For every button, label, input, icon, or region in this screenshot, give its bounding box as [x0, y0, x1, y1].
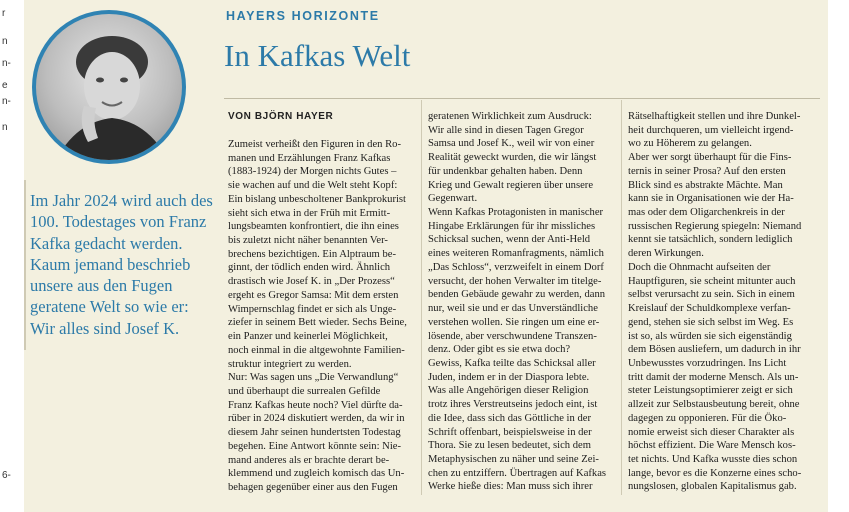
left-page-gutter — [0, 0, 24, 512]
article-line: Gegenwart. — [428, 193, 478, 205]
portrait-illustration — [36, 14, 182, 160]
gutter-fragment: n — [2, 36, 8, 47]
article-line: manen und Erzählungen Franz Kafkas — [228, 152, 391, 164]
article-line: denz. Oder gibt es sie etwa doch? — [428, 344, 571, 356]
article-column-1 — [228, 138, 414, 495]
article-line: Hingabe Erklärungen für ihr missliches — [428, 220, 596, 232]
article-line: kann sie in Organisationen wie der Ha- — [628, 193, 794, 205]
gutter-fragment: e — [2, 80, 8, 91]
headline-rule — [224, 98, 820, 99]
article-line: Doch die Ohnmacht aufseiten der — [628, 261, 771, 273]
article-line: mand anderes als er brachte derart be- — [228, 454, 390, 466]
article-line: Juden, indem er in der Diaspora lebte. — [428, 371, 590, 383]
article-line: bis zuletzt nicht näher benannten Ver- — [228, 235, 388, 247]
article-line: begehen. Eine Antwort könnte sein: Nie- — [228, 440, 401, 452]
article-line: heit durchqueren, um vielleicht irgend- — [628, 124, 794, 136]
gutter-fragment: 6- — [2, 470, 11, 481]
article-line: lange, bevor es die Konzerne eines scho- — [628, 467, 802, 479]
gutter-fragment: n- — [2, 58, 11, 69]
article-line: ist so, als würden sie sich eigenständig — [628, 330, 792, 342]
section-kicker: HAYERS HORIZONTE — [226, 9, 380, 23]
article-line: nur, weil sie und er das Unverständliche — [428, 303, 598, 315]
pull-quote: Im Jahr 2024 wird auch des 100. Todestages von Franz Kafka gedacht werden. Kaum jemand beschrieb unsere aus den Fugen geratene Welt so wie er: Wir alles sind Josef K. — [30, 191, 213, 338]
article-line: Metaphysischen zu näher und seine Zei- — [428, 453, 599, 465]
article-column-3 — [628, 110, 814, 494]
article-line: Was alle Angehörigen dieser Religion — [428, 385, 589, 397]
article-line: Realität geweckt wurden, die wir längst — [428, 152, 597, 164]
article-line: Nur: Was sagen uns „Die Verwandlung“ — [228, 372, 399, 384]
gutter-fragment: n- — [2, 96, 11, 107]
article-line: struktur integriert zu werden. — [228, 358, 352, 370]
article-line: Blick sind es abstrakte Mächte. Man — [628, 179, 783, 191]
article-line: Unbewusstes vorzudringen. Ins Licht — [628, 357, 787, 369]
article-line: höchst effizient. Die Ware Mensch kos- — [628, 440, 796, 452]
author-portrait — [32, 10, 186, 164]
article-line: sie wachen auf und die Welt steht Kopf: — [228, 180, 398, 192]
article-line: Kreislauf der Schuldkomplexe verfan- — [628, 303, 791, 315]
article-line: ternis in seiner Prosa? Auf den ersten — [628, 165, 786, 177]
article-line: tet nichts. Und Kafka wusste dies schon — [628, 453, 798, 465]
article-line: selbst verursacht zu sein. Sich in einem — [628, 289, 795, 301]
article-line: noch einmal in die altgewohnte Familien- — [228, 344, 405, 356]
column-rule — [621, 100, 622, 495]
article-line: ziefer in seinem Bett wieder. Sechs Beine, — [228, 317, 407, 329]
article-line: drastisch wie Josef K. in „Der Prozess“ — [228, 276, 395, 288]
article-line: rüber in 2024 diskutiert werden, da wir in — [228, 413, 405, 425]
article-line: ergeht es Gregor Samsa: Mit dem ersten — [228, 289, 399, 301]
article-line: Zumeist verheißt den Figuren in den Ro- — [228, 139, 401, 150]
article-line: verstehen wollen. Sie ringen um eine er- — [428, 316, 600, 328]
article-line: lungsbeamten konfrontiert, die ihn eines — [228, 221, 399, 233]
article-line: Thora. Sie zu lesen bedeutet, sich dem — [428, 440, 591, 452]
byline: VON BJÖRN HAYER — [228, 111, 334, 122]
article-line: ein Panzer und keinerlei Möglichkeit, — [228, 331, 388, 343]
article-line: Samsa und Josef K., weil wir von einer — [428, 138, 595, 150]
article-line: Aber wer sorgt überhaupt für die Fins- — [628, 152, 792, 164]
article-line: kennt sie tatsächlich, sondern lediglich — [628, 234, 793, 246]
gutter-fragment: n — [2, 122, 8, 133]
article-line: Wimpernschlag findet er sich als Unge- — [228, 303, 397, 315]
article-line: tritt damit der moderne Mensch. Als un- — [628, 371, 799, 383]
article-line: „Das Schloss“, verzweifelt in einem Dorf — [428, 261, 604, 273]
page-edge — [828, 0, 849, 512]
headline: In Kafkas Welt — [224, 38, 411, 73]
article-line: chen zu entziffern. Übertragen auf Kafkas — [428, 467, 607, 479]
column-rule — [421, 100, 422, 495]
article-line: Wenn Kafkas Protagonisten in manischer — [428, 207, 604, 219]
article-line: allzeit zur Selbstausbeutung bereit, ohne — [628, 399, 800, 411]
article-line: versucht, der hohen Verwalter im titelge- — [428, 275, 602, 287]
article-line: und überhaupt die surrealen Gefilde — [228, 385, 381, 397]
article-line: nomie erweist sich dieser Charakter als — [628, 426, 795, 438]
article-line: mas oder dem Oligarchenkreis in der — [628, 207, 785, 219]
article-line: steter Leistungsoptimierer zeigt er sich — [628, 385, 793, 397]
article-line: trotz ihres Verstreutseins jedoch eint, ist — [428, 399, 598, 411]
article-line: lösende, aber verschwundene Transzen- — [428, 330, 597, 342]
article-line: dagegen zu opponieren. Für die Öko- — [628, 412, 787, 424]
article-line: wo zu Höherem zu gelangen. — [628, 138, 752, 150]
article-line: eines weiteren Romanfragments, nämlich — [428, 248, 604, 260]
article-line: behagen gegenüber einer aus den Fugen — [228, 481, 398, 493]
article-line: benden Gebäude gewahr zu werden, dann — [428, 289, 606, 301]
article-line: Krieg und Gewalt regieren über unsere — [428, 179, 594, 191]
article-line: Ein bislang unbescholtener Bankprokurist — [228, 193, 406, 205]
article-line: diesem Jahr seinen hundertsten Todestag — [228, 427, 401, 439]
gutter-fragment: r — [2, 8, 6, 19]
article-line: Hauptfiguren, sie scheint mitunter auch — [628, 275, 796, 287]
article-line: für undenkbar gehalten haben. Denn — [428, 165, 583, 177]
article-line: Wir alle sind in diesen Tagen Gregor — [428, 124, 584, 136]
article-line: die Idee, dass sich das Göttliche in der — [428, 412, 591, 424]
pull-quote-rule — [24, 180, 26, 350]
article-line: russischen Regierung spiegeln: Niemand — [628, 220, 802, 232]
article-line: Franz Kafkas heute noch? Viel dürfte da- — [228, 399, 403, 411]
author-photo — [36, 14, 182, 160]
article-line: Werke hieße dies: Man muss sich ihrer — [428, 481, 593, 493]
article-column-2 — [428, 110, 614, 494]
article-line: deren Wirkungen. — [628, 248, 704, 260]
article-line: Schicksal suchen, wenn der Anti-Held — [428, 234, 591, 246]
article-line: ginnt, der tödlich enden wird. Ähnlich — [228, 262, 391, 274]
article-line: geratenen Wirklichkeit zum Ausdruck: — [428, 111, 592, 122]
article-line: Schrift offenbart, beispielsweise in der — [428, 426, 592, 438]
article-line: gend, stehen sie sich selbst im Weg. Es — [628, 316, 794, 328]
article-line: (1883-1924) der Morgen nichts Gutes – — [228, 166, 397, 178]
article-line: nungslosen, globalen Kapitalismus gab. — [628, 481, 797, 493]
article-line: brechens bezichtigen. Ein Alptraum be- — [228, 248, 396, 260]
article-line: sieht sich etwa in der Früh mit Ermitt- — [228, 207, 391, 219]
article-line: Rätselhaftigkeit stellen und ihre Dunkel- — [628, 111, 801, 122]
article-line: klemmend und zugleich komisch das Un- — [228, 468, 405, 480]
article-line: dem Bösen ausliefern, um dadurch in ihr — [628, 344, 801, 356]
article-line: Gewiss, Kafka teilte das Schicksal aller — [428, 357, 596, 369]
